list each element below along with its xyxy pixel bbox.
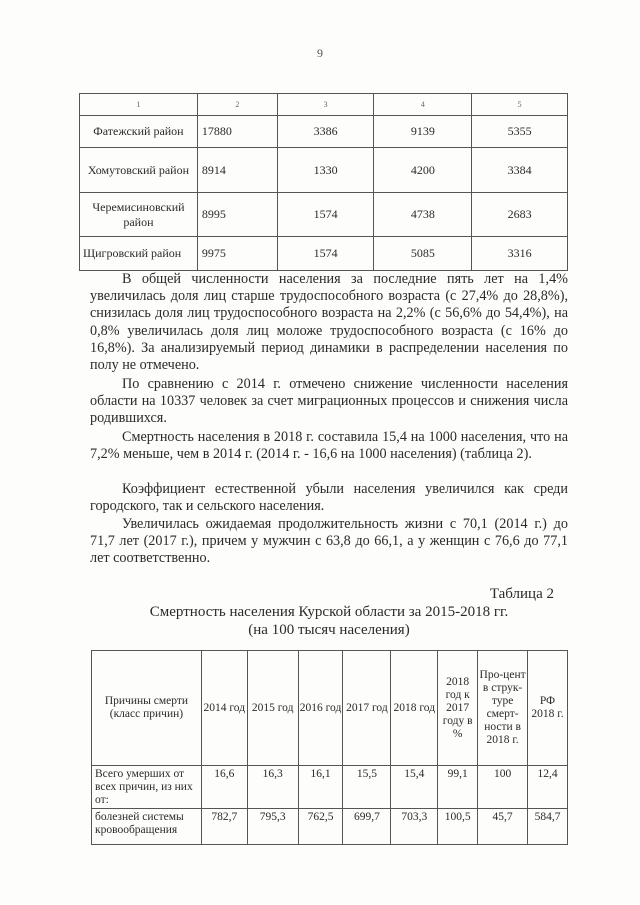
table-cell: 4738 <box>374 193 472 237</box>
table-cell: 5085 <box>374 237 472 271</box>
paragraph-text: Смертность населения в 2018 г. составила 15,4 на 1000 населения, что на 7,2% меньше, чем в 2014 г. (2014 г. - 16,6 на 1000 населения) (таблица 2). <box>90 429 568 463</box>
paragraph-age-structure <box>90 271 568 374</box>
table-label: Таблица 2 <box>489 586 554 602</box>
table-cell: 45,7 <box>478 809 528 845</box>
column-number: 3 <box>277 94 374 116</box>
table-cell: 99,1 <box>438 766 478 809</box>
column-number: 1 <box>80 94 198 116</box>
table-cell: 1330 <box>277 148 374 193</box>
district-name: Хомутовский район <box>80 148 198 193</box>
table-cell: 9139 <box>374 116 472 148</box>
table-header-row <box>80 94 568 116</box>
table-cell: 782,7 <box>201 809 247 845</box>
table-cell: 3384 <box>472 148 568 193</box>
table-title <box>90 603 568 639</box>
table-cell: 9975 <box>197 237 277 271</box>
table-cell: 703,3 <box>391 809 438 845</box>
paragraph-life-expectancy <box>90 516 568 568</box>
table-cell: 8914 <box>197 148 277 193</box>
header-2018: 2018 год <box>391 651 438 766</box>
district-name: Фатежский район <box>80 116 198 148</box>
table-cell: 2683 <box>472 193 568 237</box>
cause-label: Всего умерших от всех причин, из них от: <box>92 766 202 809</box>
district-population-table <box>79 93 568 271</box>
table-cell: 4200 <box>374 148 472 193</box>
table-row <box>92 809 568 845</box>
header-cause: Причины смерти (класс причин) <box>92 651 202 766</box>
table-subtitle-line: (на 100 тысяч населения) <box>248 622 410 638</box>
column-number: 2 <box>197 94 277 116</box>
table-header-row <box>92 651 568 766</box>
table-row <box>92 766 568 809</box>
table-cell: 8995 <box>197 193 277 237</box>
paragraph-text: Увеличилась ожидаемая продолжительность жизни с 70,1 (2014 г.) до 71,7 лет (2017 г.), причем у мужчин с 63,8 до 66,1, а у женщин с 76,6 до 77,1 лет соответственно. <box>90 516 568 567</box>
table-cell: 5355 <box>472 116 568 148</box>
table-cell: 12,4 <box>528 766 568 809</box>
table-cell: 100,5 <box>438 809 478 845</box>
table-row <box>80 148 568 193</box>
table-cell: 584,7 <box>528 809 568 845</box>
district-name: Черемисиновский район <box>80 193 198 237</box>
table-title-line: Смертность населения Курской области за 2015-2018 гг. <box>149 604 509 620</box>
district-name: Щигровский район <box>80 237 198 271</box>
table-cell: 16,1 <box>298 766 343 809</box>
table-cell: 699,7 <box>343 809 391 845</box>
paragraph-text: По сравнению с 2014 г. отмечено снижение численности населения области на 10337 человек за счет миграционных процессов и снижения числа родившихся. <box>90 376 568 427</box>
table-cell: 3316 <box>472 237 568 271</box>
paragraph-mortality <box>90 429 568 463</box>
header-rf: РФ 2018 г. <box>528 651 568 766</box>
paragraph-text: В общей численности населения за последние пять лет на 1,4% увеличилась доля лиц старше трудоспособного возраста (с 27,4% до 28,8%), снизилась доля лиц трудоспособного возраста на 2,2% (с 56,6% до 54,4%), на 0,8% увеличилась доля лиц моложе трудоспособного возраста (с 16% до 16,8%). За анализируемый период динамики в распределении населения по полу не отмечено. <box>90 271 568 374</box>
table-cell: 762,5 <box>298 809 343 845</box>
table-cell: 3386 <box>277 116 374 148</box>
table-cell: 1574 <box>277 237 374 271</box>
table-cell: 16,6 <box>201 766 247 809</box>
table-cell: 17880 <box>197 116 277 148</box>
header-ratio: 2018 год к 2017 году в % <box>438 651 478 766</box>
header-2017: 2017 год <box>343 651 391 766</box>
table-cell: 1574 <box>277 193 374 237</box>
paragraph-natural-decline <box>90 481 568 515</box>
page-number: 9 <box>317 46 323 60</box>
table-cell: 795,3 <box>247 809 298 845</box>
cause-label: болезней системы кровообращения <box>92 809 202 845</box>
table-row <box>80 193 568 237</box>
paragraph-text: Коэффициент естественной убыли населения увеличился как среди городского, так и сельского населения. <box>90 481 568 515</box>
header-2016: 2016 год <box>298 651 343 766</box>
table-cell: 15,5 <box>343 766 391 809</box>
table-row <box>80 237 568 271</box>
table-cell: 100 <box>478 766 528 809</box>
paragraph-population-decline <box>90 376 568 428</box>
table-cell: 16,3 <box>247 766 298 809</box>
mortality-table <box>91 650 568 845</box>
header-share: Про-цент в струк-туре смерт-ности в 2018 г. <box>478 651 528 766</box>
table-row <box>80 116 568 148</box>
header-2014: 2014 год <box>201 651 247 766</box>
table-cell: 15,4 <box>391 766 438 809</box>
header-2015: 2015 год <box>247 651 298 766</box>
column-number: 5 <box>472 94 568 116</box>
column-number: 4 <box>374 94 472 116</box>
